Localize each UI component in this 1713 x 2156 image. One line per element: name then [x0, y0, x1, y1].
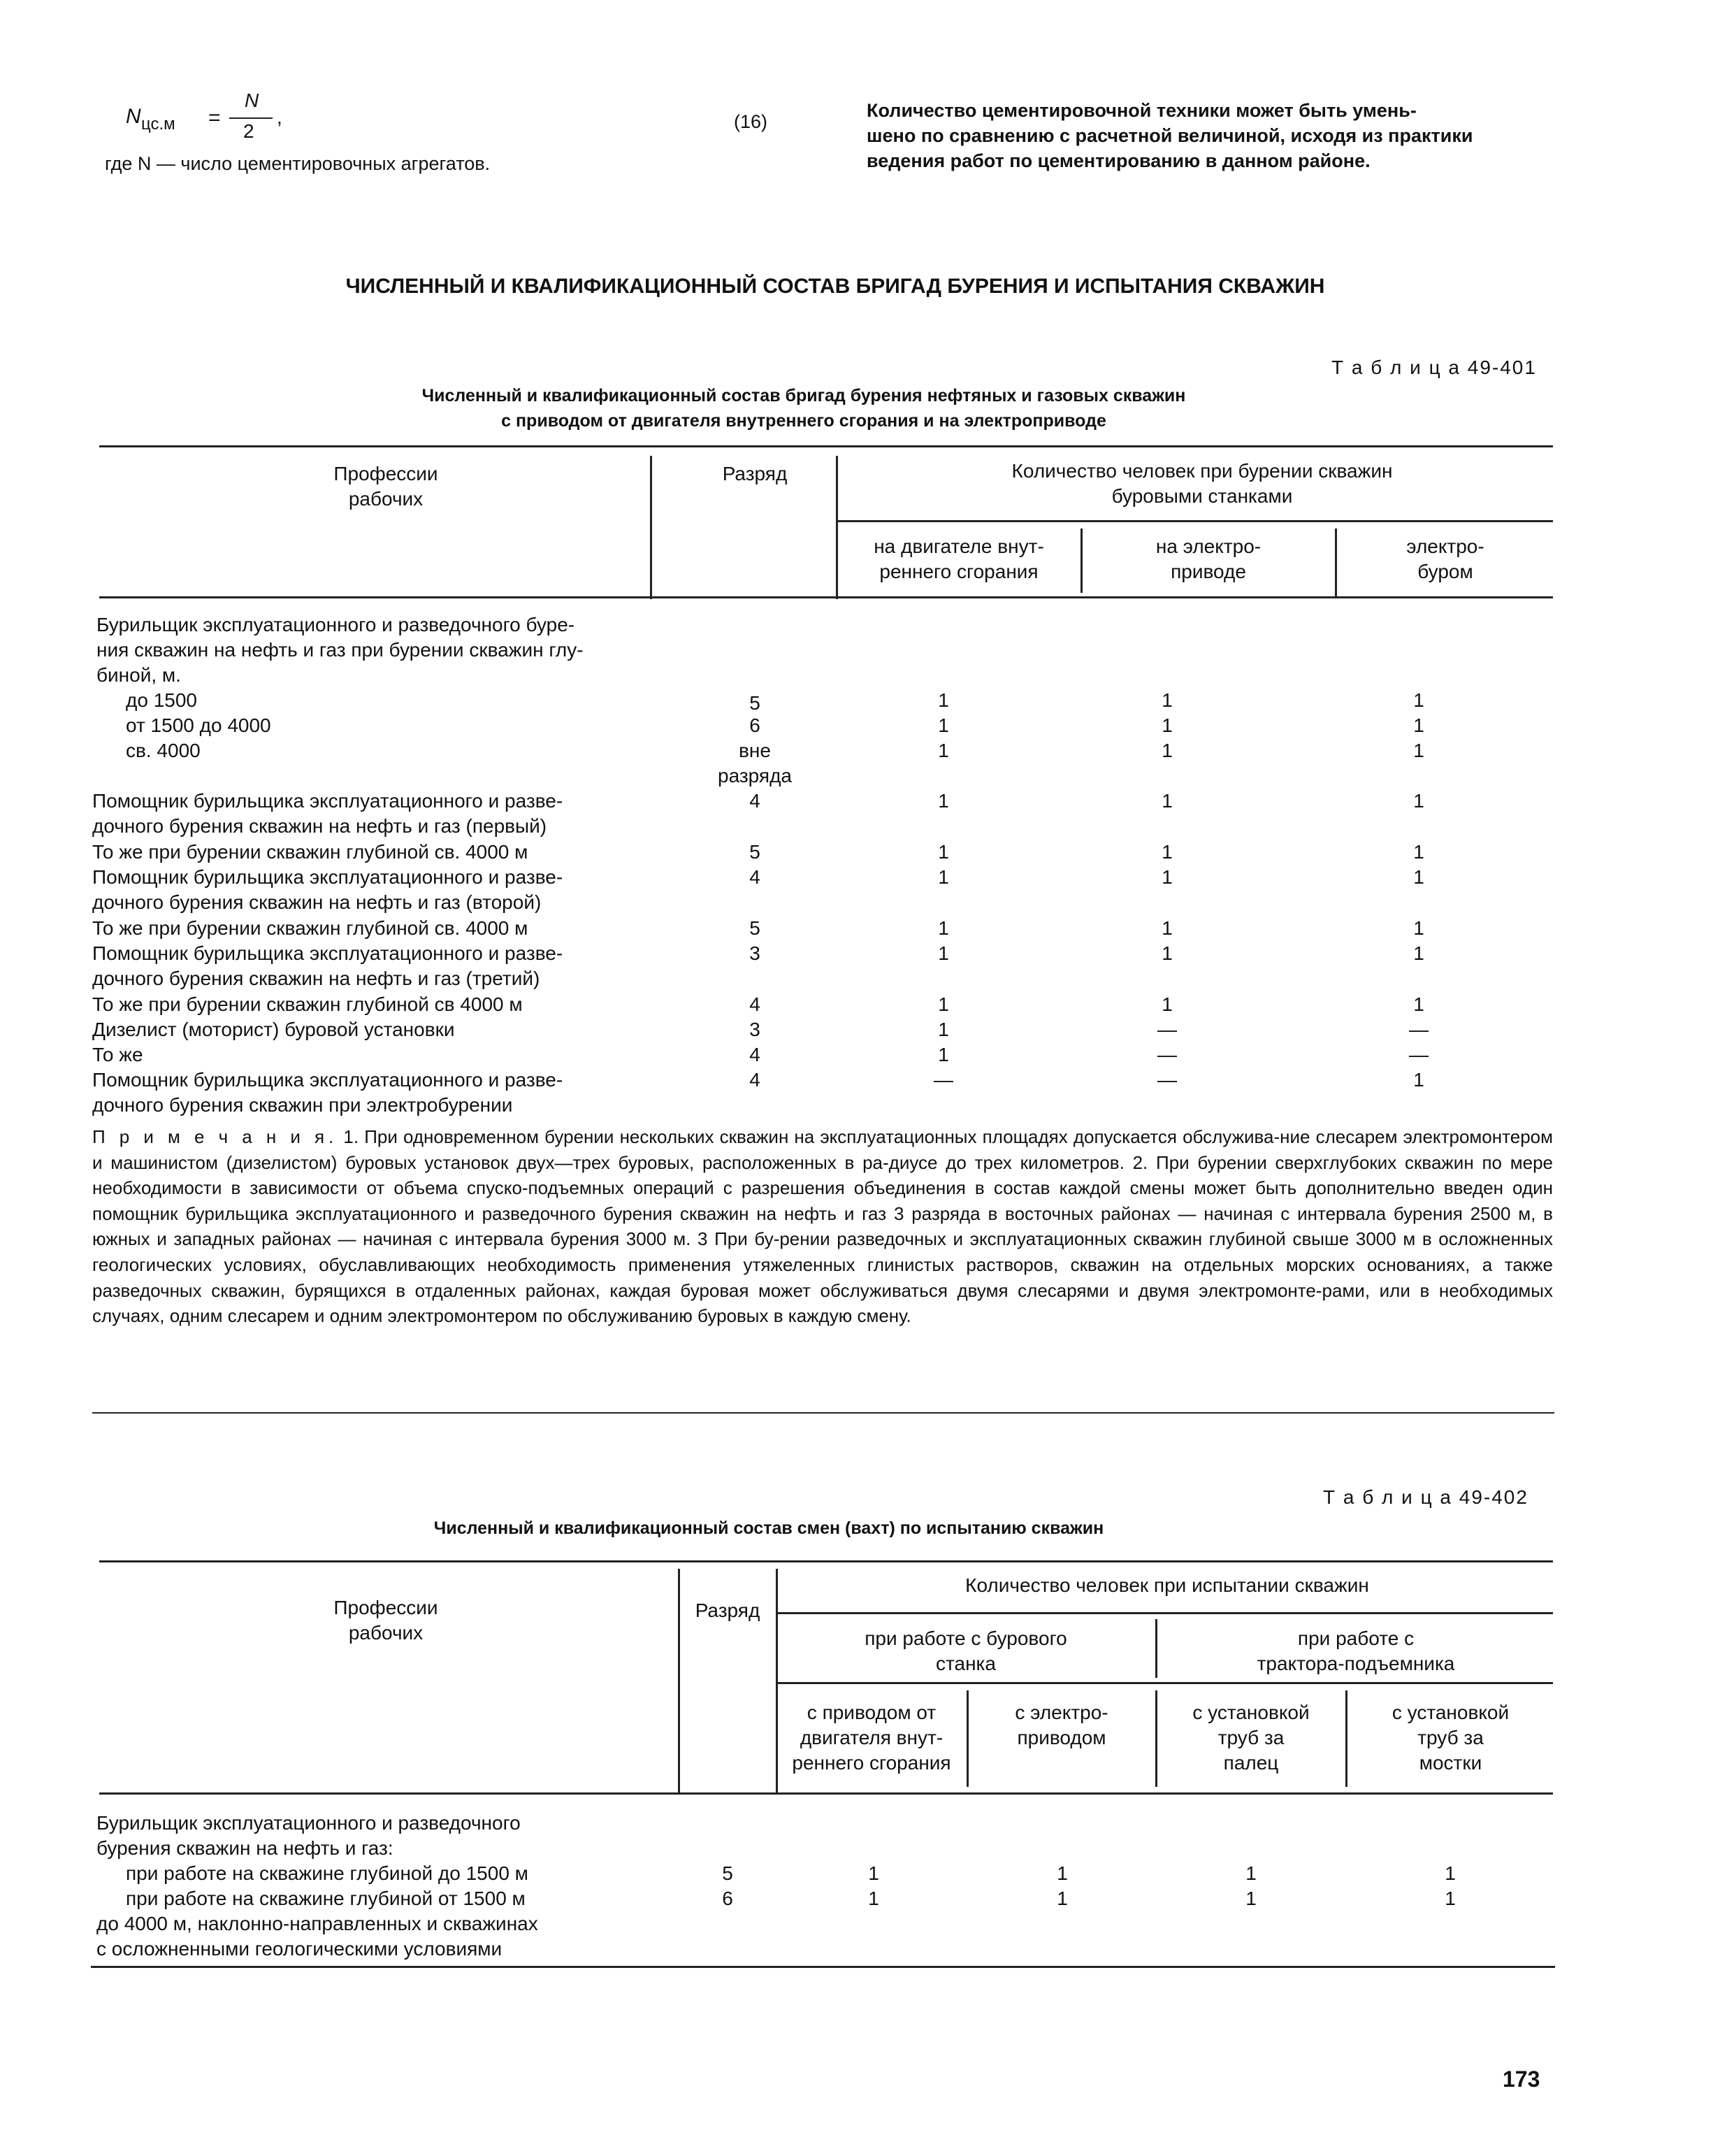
header-line: приводе: [1171, 561, 1246, 582]
formula-lhs: N: [126, 105, 141, 128]
section-divider: [92, 1412, 1554, 1414]
grade-cell: 3: [749, 942, 760, 964]
header-subgroup: [1159, 1626, 1553, 1676]
header-line: рабочих: [348, 1622, 424, 1644]
value-cell: 1: [1413, 790, 1424, 812]
header-line: с установкой: [1192, 1702, 1310, 1723]
value-cell: 1: [1162, 993, 1173, 1015]
table-intro: [96, 1811, 698, 1861]
grade-cell: 4: [749, 790, 760, 812]
row-line: Помощник бурильщика эксплуатационного и разве-: [92, 866, 563, 888]
formula-denominator: 2: [243, 120, 254, 142]
value-cell: 1: [1162, 917, 1173, 939]
header-col: [1348, 1700, 1553, 1776]
table-rule: [836, 520, 1553, 522]
row-line: Помощник бурильщика эксплуатационного и разве-: [92, 942, 563, 964]
value-cell: 1: [1413, 993, 1424, 1015]
table-divider: [1155, 1690, 1157, 1787]
value-cell: 1: [1413, 714, 1424, 736]
table-row: То же при бурении скважин глубиной св 4000 м: [92, 993, 523, 1015]
intro-note-line: шено по сравнению с расчетной величиной, исходя из практики: [867, 125, 1473, 146]
value-cell: 1: [938, 993, 949, 1015]
value-cell: 1: [938, 740, 949, 761]
value-cell: 1: [1413, 942, 1424, 964]
table-row: от 1500 до 4000: [126, 714, 271, 736]
header-line: на электро-: [1155, 536, 1262, 557]
header-line: при работе с бурового: [865, 1627, 1067, 1649]
header-line: палец: [1223, 1752, 1279, 1774]
table-row: [92, 789, 693, 839]
value-cell: 1: [938, 689, 949, 711]
formula-trail: ,: [277, 106, 282, 128]
grade-cell: 5: [749, 841, 760, 863]
value-cell: 1: [868, 1862, 879, 1884]
header-line: буром: [1417, 561, 1473, 582]
table-row: [92, 1068, 693, 1118]
grade-cell: 5: [722, 1862, 733, 1884]
value-cell: 1: [868, 1888, 879, 1909]
grade-cell: 3: [749, 1019, 760, 1040]
table-rule: [99, 1560, 1553, 1562]
header-line: реннего сгорания: [792, 1752, 951, 1774]
notes-text: 1. При одновременном бурении нескольких скважин на эксплуатационных площадях допускается обслужива-ние слесарем электромонтером и машинистом (дизелистом) буровых установок двух—трех буровых, расположенных в ра-диусе до трех километров. 2. При бурении сверхглубоких скважин по мере необходимости в зависимости от объема спуско-подъемных операций с разрешения объединения в состав каждой смены может быть дополнительно введен один помощник бурильщика эксплуатационного и разведочного бурения скважин на нефть и газ 3 разряда в восточных районах — начиная с интервала бурения 2500 м, в южных и западных районах — начиная с интервала бурения 3000 м. 3 При бу-рении разведочных и эксплуатационных скважин глубиной свыше 3000 м в осложненных геологических условиях, обуславливающих необходимость применения утяжеленных глинистых растворов, скважин на отдельных морских основаниях, а также разведочных скважин, бурящихся в отдаленных районах, каждая буровая может обслуживаться двумя слесарями и двумя электромонте-рами, или в необходимых случаях, одним слесарем и одним электромонтером по обслуживанию буровых в каждую смену.: [92, 1126, 1553, 1327]
header-subgroup: [779, 1626, 1153, 1676]
header-line: Профессии: [333, 463, 438, 484]
header-line: рабочих: [348, 488, 424, 510]
value-cell: —: [1409, 1044, 1429, 1065]
header-group: Количество человек при испытании скважин: [965, 1574, 1369, 1596]
grade-cell: 4: [749, 1044, 760, 1065]
table-row: св. 4000: [126, 740, 201, 761]
header-line: Профессии: [333, 1597, 438, 1618]
table-caption: [210, 383, 1398, 433]
intro-line: Бурильщик эксплуатационного и разведочного буре-: [96, 614, 575, 635]
header-line: труб за: [1217, 1727, 1285, 1748]
intro-line: Бурильщик эксплуатационного и разведочного: [96, 1812, 521, 1834]
fraction-bar: [229, 117, 273, 119]
table-rule: [776, 1612, 1553, 1614]
value-cell: 1: [938, 841, 949, 863]
table-caption-line: Численный и квалификационный состав бригад бурения нефтяных и газовых скважин: [421, 386, 1186, 405]
formula-where: где N — число цементировочных агрегатов.: [105, 153, 491, 174]
value-cell: —: [1157, 1069, 1177, 1091]
table-divider: [1335, 529, 1337, 598]
value-cell: —: [1157, 1044, 1177, 1065]
value-cell: 1: [1413, 1069, 1424, 1091]
grade-cell: 5: [749, 692, 760, 714]
header-col: [777, 1700, 966, 1776]
value-cell: 1: [1162, 689, 1173, 711]
table-rule: [91, 1966, 1555, 1968]
value-cell: —: [934, 1069, 953, 1091]
header-profession: [246, 1595, 526, 1646]
intro-line: бурения скважин на нефть и газ:: [96, 1837, 393, 1859]
value-cell: 1: [1445, 1862, 1456, 1884]
header-line: с установкой: [1392, 1702, 1510, 1723]
intro-line: биной, м.: [96, 664, 181, 686]
value-cell: 1: [938, 1019, 949, 1040]
header-grade: Разряд: [695, 1600, 760, 1621]
table-intro: [96, 612, 698, 688]
value-cell: 1: [938, 942, 949, 964]
value-cell: 1: [1245, 1888, 1257, 1909]
row-line: дочного бурения скважин при электробурении: [92, 1094, 513, 1116]
table-divider: [1155, 1619, 1157, 1678]
formula: [112, 89, 321, 145]
formula-number: (16): [734, 111, 768, 132]
grade-cell: 4: [749, 1069, 760, 1091]
grade-cell: 6: [749, 714, 760, 736]
grade-cell: 4: [749, 866, 760, 888]
header-group: [874, 459, 1531, 509]
value-cell: —: [1409, 1019, 1429, 1040]
intro-note: [867, 98, 1559, 173]
table-rule: [99, 596, 1553, 598]
value-cell: 1: [1413, 917, 1424, 939]
grade-line: разряда: [718, 765, 792, 786]
row-line: дочного бурения скважин на нефть и газ (третий): [92, 968, 540, 989]
value-cell: 1: [1162, 841, 1173, 863]
value-cell: 1: [938, 866, 949, 888]
value-cell: 1: [938, 917, 949, 939]
intro-note-line: ведения работ по цементированию в данном районе.: [867, 150, 1371, 171]
value-cell: 1: [938, 790, 949, 812]
table-divider: [967, 1690, 969, 1787]
header-line: Количество человек при бурении скважин: [1011, 460, 1393, 482]
table-caption: Численный и квалификационный состав смен (вахт) по испытанию скважин: [433, 1518, 1104, 1538]
table-divider: [650, 456, 652, 599]
grade-cell: 5: [749, 917, 760, 939]
value-cell: 1: [938, 1044, 949, 1065]
header-line: приводом: [1017, 1727, 1106, 1748]
row-line: до 4000 м, наклонно-направленных и скважинах: [96, 1913, 538, 1934]
table-notes: [92, 1124, 1553, 1329]
value-cell: 1: [938, 714, 949, 736]
notes-lead: П р и м е ч а н и я.: [92, 1126, 338, 1147]
header-grade: Разряд: [722, 463, 788, 484]
grade-cell: 4: [749, 993, 760, 1015]
header-line: буровыми станками: [1111, 485, 1293, 507]
header-line: электро-: [1406, 536, 1484, 557]
header-line: мостки: [1419, 1752, 1482, 1774]
table-rule: [99, 445, 1553, 447]
row-line: Помощник бурильщика эксплуатационного и разве-: [92, 790, 563, 812]
header-col: [1158, 1700, 1344, 1776]
header-line: с электро-: [1015, 1702, 1108, 1723]
table-row: до 1500: [126, 689, 197, 711]
formula-equals: =: [208, 106, 221, 129]
row-line: при работе на скважине глубиной от 1500 м: [126, 1888, 526, 1909]
grade-cell: 6: [722, 1888, 733, 1909]
value-cell: 1: [1245, 1862, 1257, 1884]
header-line: двигателя внут-: [800, 1727, 944, 1748]
header-line: на двигателе внут-: [874, 536, 1044, 557]
header-line: станка: [936, 1653, 996, 1674]
table-row: [96, 1886, 698, 1962]
table-row: То же: [92, 1044, 143, 1065]
value-cell: 1: [1057, 1862, 1068, 1884]
formula-numerator: N: [245, 89, 259, 111]
table-row: [92, 865, 693, 915]
table-rule: [99, 1792, 1553, 1795]
table-divider: [1080, 529, 1083, 593]
value-cell: —: [1157, 1019, 1177, 1040]
header-line: с приводом от: [807, 1702, 937, 1723]
header-col: [1083, 534, 1333, 584]
table-row: То же при бурении скважин глубиной св. 4000 м: [92, 841, 528, 863]
row-line: дочного бурения скважин на нефть и газ (второй): [92, 891, 542, 913]
header-line: при работе с: [1297, 1627, 1415, 1649]
value-cell: 1: [1162, 942, 1173, 964]
table-label: Т а б л и ц а 49-401: [1331, 357, 1537, 378]
table-row: [92, 941, 693, 991]
value-cell: 1: [1413, 689, 1424, 711]
value-cell: 1: [1413, 740, 1424, 761]
table-row: при работе на скважине глубиной до 1500 м: [126, 1862, 528, 1884]
table-caption-line: с приводом от двигателя внутреннего сгорания и на электроприводе: [501, 411, 1106, 431]
value-cell: 1: [1445, 1888, 1456, 1909]
header-line: трактора-подъемника: [1257, 1653, 1455, 1674]
header-line: реннего сгорания: [879, 561, 1039, 582]
row-line: Помощник бурильщика эксплуатационного и разве-: [92, 1069, 563, 1091]
table-divider: [1345, 1690, 1347, 1787]
value-cell: 1: [1162, 866, 1173, 888]
header-line: труб за: [1417, 1727, 1484, 1748]
header-profession: [246, 461, 526, 512]
value-cell: 1: [1162, 790, 1173, 812]
table-divider: [836, 456, 838, 599]
value-cell: 1: [1162, 714, 1173, 736]
intro-note-line: Количество цементировочной техники может быть умень-: [867, 100, 1417, 121]
table-rule: [776, 1682, 1553, 1684]
value-cell: 1: [1413, 866, 1424, 888]
row-line: дочного бурения скважин на нефть и газ (первый): [92, 815, 547, 837]
value-cell: 1: [1162, 740, 1173, 761]
value-cell: 1: [1413, 841, 1424, 863]
table-label: Т а б л и ц а 49-402: [1323, 1486, 1528, 1508]
section-title: ЧИСЛЕННЫЙ И КВАЛИФИКАЦИОННЫЙ СОСТАВ БРИГАД БУРЕНИЯ И ИСПЫТАНИЯ СКВАЖИН: [345, 275, 1325, 298]
table-row: Дизелист (моторист) буровой установки: [92, 1019, 455, 1040]
header-col: [1338, 534, 1553, 584]
value-cell: 1: [1057, 1888, 1068, 1909]
header-col: [969, 1700, 1154, 1751]
grade-cell: [699, 738, 811, 789]
table-row: То же при бурении скважин глубиной св. 4000 м: [92, 917, 528, 939]
intro-line: ния скважин на нефть и газ при бурении скважин глу-: [96, 639, 584, 661]
header-col: [839, 534, 1079, 584]
grade-line: вне: [739, 740, 771, 761]
row-line: с осложненными геологическими условиями: [96, 1938, 503, 1960]
page-number: 173: [1503, 2067, 1540, 2092]
formula-subscript: цс.м: [141, 115, 175, 134]
